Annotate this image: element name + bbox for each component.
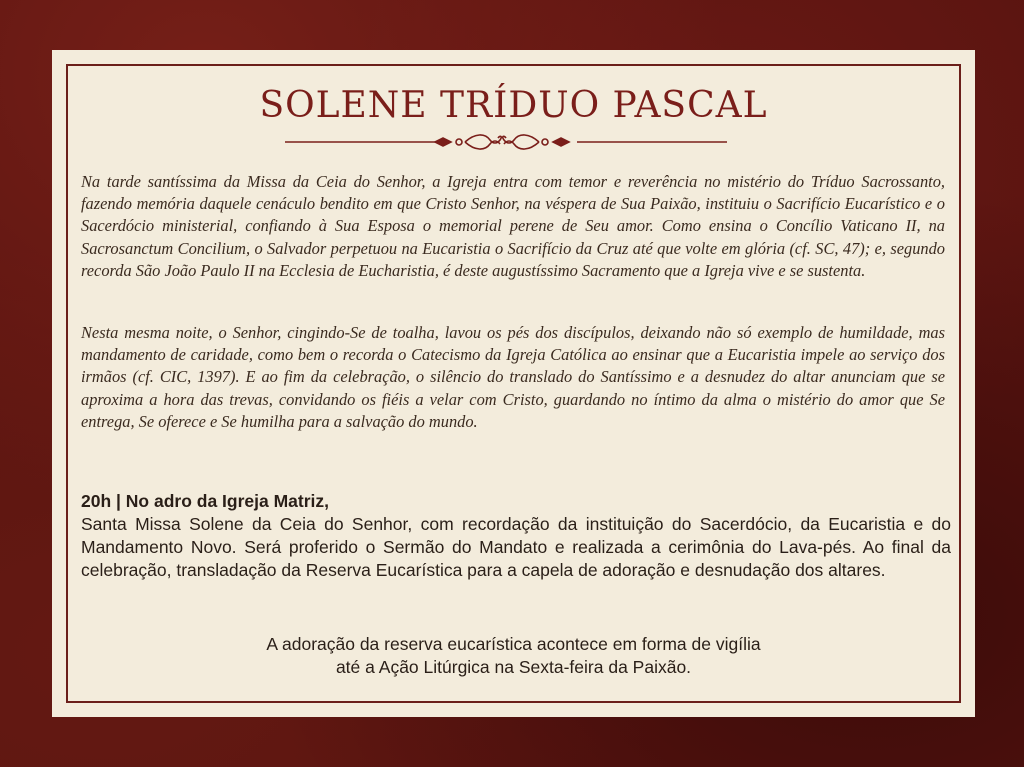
schedule-heading: 20h | No adro da Igreja Matriz, xyxy=(81,491,330,511)
second-paragraph: Nesta mesma noite, o Senhor, cingindo-Se de toalha, lavou os pés dos discípulos, deixando não só exemplo de humildade, mas mandamento de caridade, como bem o recorda o Catecismo da Igreja Católica ao ensinar que a Eucaristia impele ao serviço dos irmãos (cf. CIC, 1397). E ao fim da celebração, o silêncio do translado do Santíssimo e a desnudez do altar anunciam que se aproxima a hora das trevas, convidando os fiéis a velar com Cristo, guardando no íntimo da alma o mistério do amor que Se entrega, Se oferece e Se humilha para a salvação do mundo. xyxy=(81,323,945,431)
page-title: SOLENE TRÍDUO PASCAL xyxy=(259,85,768,126)
announcement-card xyxy=(52,50,975,717)
schedule-block xyxy=(81,490,951,582)
note-line-2: até a Ação Litúrgica na Sexta-feira da Paixão. xyxy=(335,657,692,677)
adoration-note xyxy=(52,633,975,679)
intro-paragraph: Na tarde santíssima da Missa da Ceia do Senhor, a Igreja entra com temor e reverência no mistério do Tríduo Sacrossanto, fazendo memória daquele cenáculo bendito em que Cristo Senhor, na véspera de Sua Paixão, instituiu o Sacrifício Eucarístico e o Sacerdócio ministerial, confiando à Sua Esposa o memorial perene de Seu amor. Como ensina o Concílio Vaticano II, na Sacrosanctum Concilium, o Salvador perpetuou na Eucaristia o Sacrifício da Cruz até que volte em glória (cf. SC, 47); e, segundo recorda São João Paulo II na Ecclesia de Eucharistia, é deste augustíssimo Sacramento que a Igreja vive e se sustenta. xyxy=(81,172,945,280)
note-line-1: A adoração da reserva eucarística acontece em forma de vigília xyxy=(266,634,761,654)
schedule-description: Santa Missa Solene da Ceia do Senhor, com recordação da instituição do Sacerdócio, da Eucaristia e do Mandamento Novo. Será proferido o Sermão do Mandato e realizada a cerimônia do Lava-pés. Ao final da celebração, transladação da Reserva Eucarística para a capela de adoração e desnudação dos altares. xyxy=(81,514,951,580)
flourish-divider-icon xyxy=(285,134,727,150)
